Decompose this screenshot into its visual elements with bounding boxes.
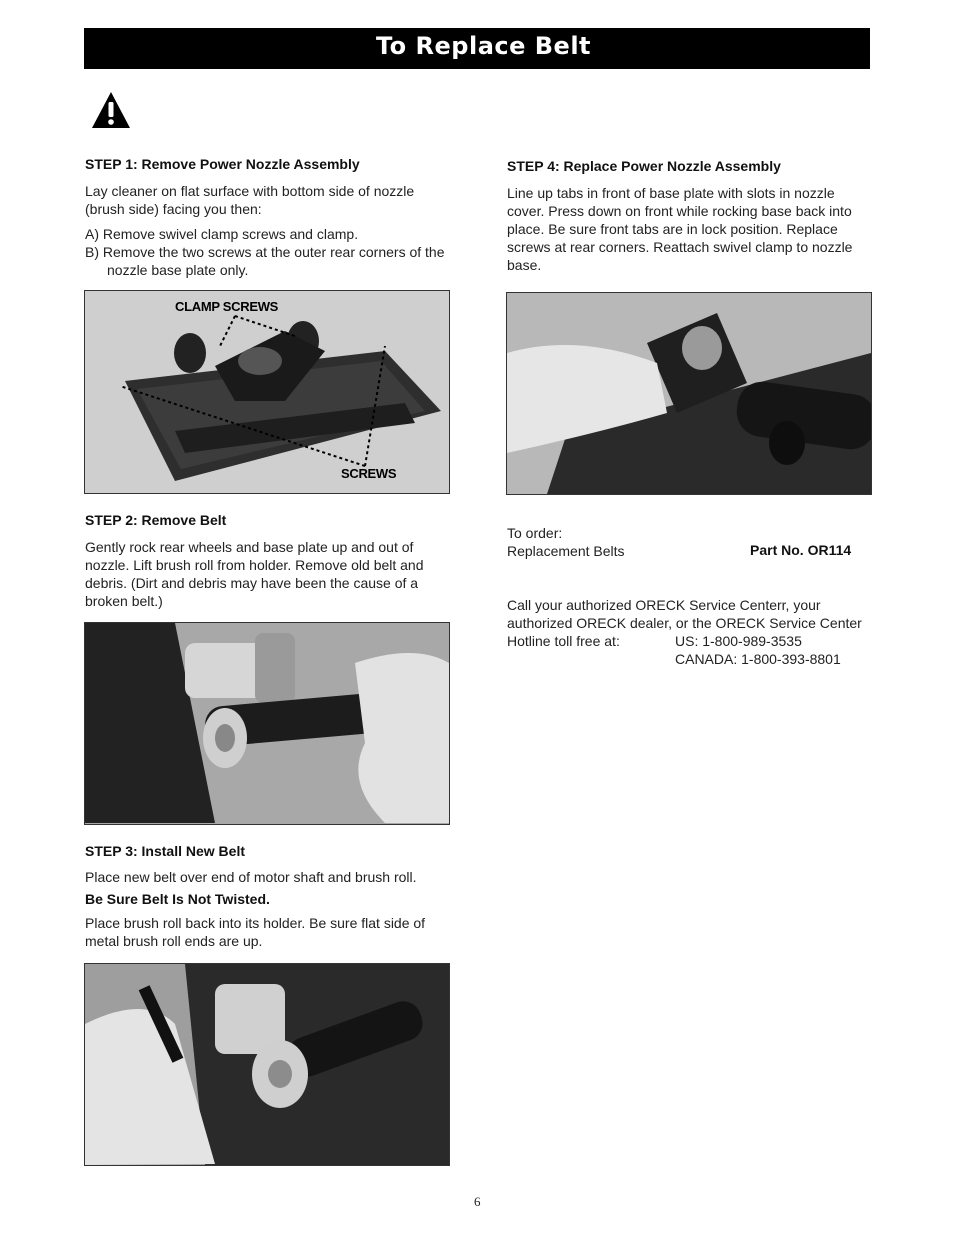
warning-icon — [90, 90, 132, 130]
step2-heading: STEP 2: Remove Belt — [85, 512, 227, 528]
clamp-screws-label: CLAMP SCREWS — [175, 299, 279, 314]
page-title: To Replace Belt — [376, 32, 592, 60]
contact-line3: Hotline toll free at: — [507, 633, 620, 649]
step3-heading: STEP 3: Install New Belt — [85, 843, 246, 859]
screws-label: SCREWS — [341, 466, 397, 481]
step1-intro-line2: (brush side) facing you then: — [85, 201, 262, 217]
step2-line1: Gently rock rear wheels and base plate up and out of — [85, 539, 414, 555]
photo-install-belt — [84, 963, 450, 1166]
step4-line2: cover. Press down on front while rocking base back into — [507, 203, 852, 219]
contact-canada-phone: CANADA: 1-800-393-8801 — [675, 651, 841, 667]
contact-line2: authorized ORECK dealer, or the ORECK Service Center — [507, 615, 862, 631]
photo-nozzle-underside — [84, 290, 450, 494]
step1-intro-line1: Lay cleaner on flat surface with bottom side of nozzle — [85, 183, 415, 199]
step3-line2: Place brush roll back into its holder. Be sure flat side of — [85, 915, 426, 931]
step3-emphasis: Be Sure Belt Is Not Twisted. — [85, 891, 270, 907]
photo-remove-belt — [84, 622, 450, 825]
step2-line3: debris. (Dirt and debris may have been the cause of a — [85, 575, 419, 591]
order-label: To order: — [507, 525, 563, 541]
step3-line3: metal brush roll ends are up. — [85, 933, 263, 949]
step4-line5: base. — [507, 257, 542, 273]
step1-item-b-line2: nozzle base plate only. — [107, 262, 249, 278]
photo-replace-nozzle — [506, 292, 872, 495]
step4-heading: STEP 4: Replace Power Nozzle Assembly — [507, 158, 781, 174]
header-bar — [84, 28, 870, 69]
step1-item-a: A) Remove swivel clamp screws and clamp. — [85, 226, 359, 242]
step2-line2: nozzle. Lift brush roll from holder. Remove old belt and — [85, 557, 424, 573]
order-item: Replacement Belts — [507, 543, 625, 559]
step2-line4: broken belt.) — [85, 593, 163, 609]
step4-line1: Line up tabs in front of base plate with slots in nozzle — [507, 185, 835, 201]
contact-us-phone: US: 1-800-989-3535 — [675, 633, 802, 649]
page-number: 6 — [474, 1194, 481, 1209]
contact-line1: Call your authorized ORECK Service Centerr, your — [507, 597, 821, 613]
step4-line4: screws at rear corners. Reattach swivel clamp to nozzle — [507, 239, 853, 255]
step3-line1: Place new belt over end of motor shaft and brush roll. — [85, 869, 417, 885]
step1-item-b-line1: B) Remove the two screws at the outer rear corners of the — [85, 244, 445, 260]
step4-line3: place. Be sure front tabs are in lock position. Replace — [507, 221, 838, 237]
order-part-number: Part No. OR114 — [750, 542, 852, 558]
step1-heading: STEP 1: Remove Power Nozzle Assembly — [85, 156, 360, 172]
